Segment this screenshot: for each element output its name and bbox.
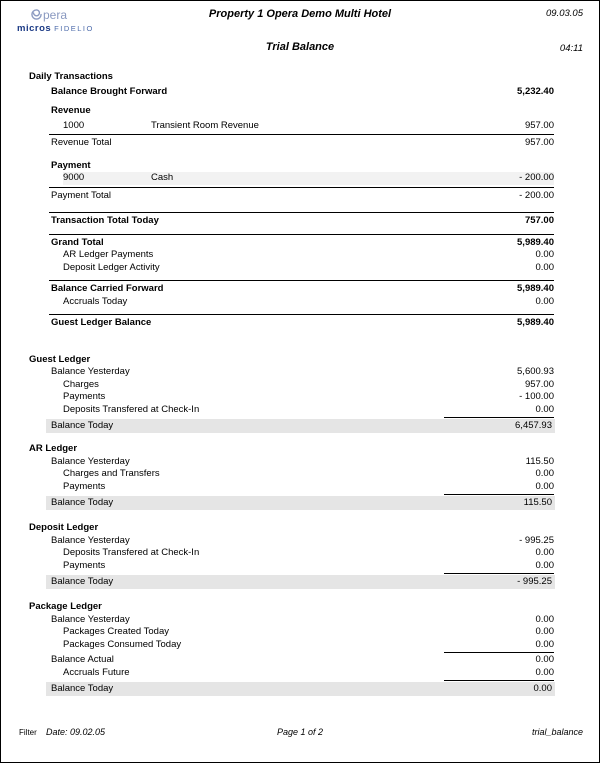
payment-header: Payment <box>51 159 91 171</box>
section-title-deposit-ledger: Deposit Ledger <box>29 522 99 533</box>
filter-label: Filter <box>19 728 37 737</box>
balance-today-bar: Balance Today 115.50 <box>46 496 555 510</box>
ledger-row: Packages Created Today 0.00 <box>63 626 554 637</box>
property-title: Property 1 Opera Demo Multi Hotel <box>208 8 392 20</box>
divider-line <box>49 234 554 235</box>
revenue-detail-row <box>1 120 599 133</box>
ledger-row: Charges and Transfers 0.00 <box>63 468 554 479</box>
report-header <box>1 1 599 65</box>
deposit-ledger-activity-row: Deposit Ledger Activity 0.00 <box>63 261 554 273</box>
grand-total-row: Grand Total 5,989.40 <box>51 236 554 248</box>
balance-actual-row: Balance Actual 0.00 <box>51 654 554 665</box>
balance-carried-forward-row: Balance Carried Forward 5,989.40 <box>51 283 554 294</box>
section-title-daily-transactions: Daily Transactions <box>29 71 113 82</box>
sum-line <box>444 494 554 495</box>
ledger-row: Payments 0.00 <box>63 559 554 571</box>
sum-line <box>444 680 554 681</box>
balance-brought-forward-row: Balance Brought Forward 5,232.40 <box>51 85 554 97</box>
page-indicator: Page 1 of 2 <box>276 727 324 737</box>
ledger-row: Balance Yesterday - 995.25 <box>51 534 554 546</box>
section-title-ar-ledger: AR Ledger <box>29 443 78 454</box>
divider-line <box>49 314 554 315</box>
trx-amount: 957.00 <box>524 119 554 131</box>
report-filename: trial_balance <box>531 727 583 737</box>
report-footer <box>1 727 599 739</box>
sum-line <box>444 652 554 653</box>
section-title-guest-ledger: Guest Ledger <box>29 353 91 365</box>
opera-logo-text: pera <box>43 8 68 22</box>
balance-today-bar: Balance Today 0.00 <box>46 682 555 696</box>
divider-line <box>49 187 554 188</box>
fidelio-logo-text: FIDELIO <box>54 24 94 33</box>
revenue-total-row: Revenue Total 957.00 <box>51 137 554 148</box>
divider-line <box>49 134 554 135</box>
trx-description: Transient Room Revenue <box>151 119 259 131</box>
accruals-future-row: Accruals Future 0.00 <box>63 666 554 678</box>
report-print-date: 09.03.05 <box>546 8 583 19</box>
ledger-row: Charges 957.00 <box>63 378 554 390</box>
transaction-total-row: Transaction Total Today 757.00 <box>51 215 554 226</box>
ar-ledger-payments-row: AR Ledger Payments 0.00 <box>63 249 554 260</box>
ledger-row: Payments - 100.00 <box>63 391 554 402</box>
ledger-row: Payments 0.00 <box>63 480 554 492</box>
trx-code: 1000 <box>63 119 85 131</box>
ledger-row: Balance Yesterday 0.00 <box>51 613 554 625</box>
footer-business-date: Date: 09.02.05 <box>46 727 106 737</box>
accruals-today-row: Accruals Today 0.00 <box>63 295 554 307</box>
section-title-package-ledger: Package Ledger <box>29 601 102 612</box>
revenue-header: Revenue <box>51 105 91 116</box>
ledger-row: Deposits Transfered at Check-In 0.00 <box>63 547 554 558</box>
trx-code: 9000 <box>63 172 85 183</box>
trx-amount: - 200.00 <box>519 172 554 183</box>
ledger-row: Balance Yesterday 5,600.93 <box>51 366 554 377</box>
ledger-row: Packages Consumed Today 0.00 <box>63 638 554 650</box>
ledger-row: Deposits Transfered at Check-In 0.00 <box>63 403 554 415</box>
sum-line <box>444 573 554 574</box>
micros-logo-text: micros <box>17 23 52 34</box>
payment-total-row: Payment Total - 200.00 <box>51 189 554 201</box>
guest-ledger-balance-row: Guest Ledger Balance 5,989.40 <box>51 317 554 328</box>
sum-line <box>444 417 554 418</box>
balance-today-bar: Balance Today 6,457.93 <box>46 419 555 433</box>
report-title: Trial Balance <box>265 41 335 53</box>
divider-line <box>49 212 554 213</box>
report-print-time: 04:11 <box>559 43 583 54</box>
ledger-row: Balance Yesterday 115.50 <box>51 455 554 467</box>
payment-detail-row <box>1 172 599 185</box>
divider-line <box>49 280 554 281</box>
balance-today-bar: Balance Today - 995.25 <box>46 575 555 589</box>
trx-description: Cash <box>151 172 174 183</box>
